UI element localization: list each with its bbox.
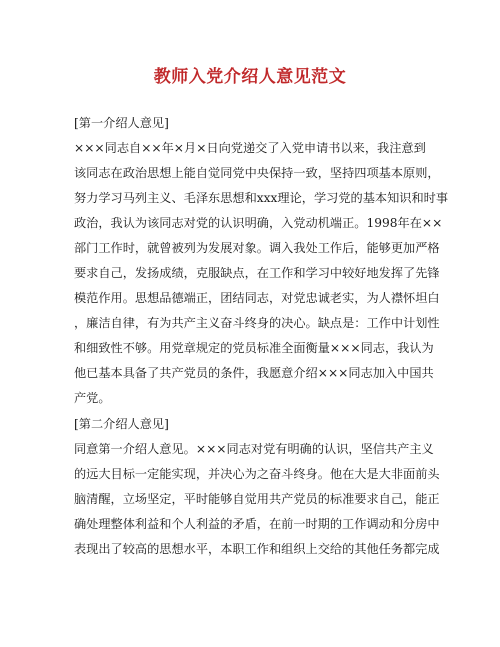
paragraph-line: 他已基本具备了共产党员的条件，我愿意介绍×××同志加入中国共 xyxy=(74,366,434,380)
paragraph-line: 表现出了较高的思想水平，本职工作和组织上交给的其他任务都完成 xyxy=(74,542,440,556)
section-heading-second-sponsor: [第二介绍人意见] xyxy=(74,417,169,431)
paragraph-line: 同意第一介绍人意见。×××同志对党有明确的认识，坚信共产主义 xyxy=(74,442,434,456)
paragraph-line: 脑清醒，立场坚定，平时能够自觉用共产党员的标准要求自己，能正 xyxy=(74,492,440,506)
paragraph-line: 努力学习马列主义、毛泽东思想和xxx理论，学习党的基本知识和时事 xyxy=(74,191,449,205)
paragraph-line: 政治，我认为该同志对党的认识明确，入党动机端正。1998年在×× xyxy=(74,216,443,230)
paragraph-line: ，廉洁自律，有为共产主义奋斗终身的决心。缺点是：工作中计划性 xyxy=(74,316,440,330)
paragraph-line: ×××同志自××年×月×日向党递交了入党申请书以来，我注意到 xyxy=(74,141,426,155)
paragraph-line: 该同志在政治思想上能自觉同党中央保持一致，坚持四项基本原则， xyxy=(74,166,440,180)
paragraph-line: 和细致性不够。用党章规定的党员标准全面衡量×××同志，我认为 xyxy=(74,341,434,355)
paragraph-line: 确处理整体利益和个人利益的矛盾，在前一时期的工作调动和分房中 xyxy=(74,517,440,531)
document-title: 教师入党介绍人意见范文 xyxy=(153,67,347,87)
paragraph-line: 要求自己，发扬成绩，克服缺点，在工作和学习中较好地发挥了先锋 xyxy=(74,266,440,280)
paragraph-line: 部门工作时，就曾被列为发展对象。调入我处工作后，能够更加严格 xyxy=(74,241,440,255)
section-heading-first-sponsor: [第一介绍人意见] xyxy=(74,116,169,130)
paragraph-line: 产党。 xyxy=(74,391,111,405)
paragraph-line: 的远大目标一定能实现，并决心为之奋斗终身。他在大是大非面前头 xyxy=(74,467,440,481)
paragraph-line: 模范作用。思想品德端正，团结同志，对党忠诚老实，为人襟怀坦白 xyxy=(74,291,440,305)
